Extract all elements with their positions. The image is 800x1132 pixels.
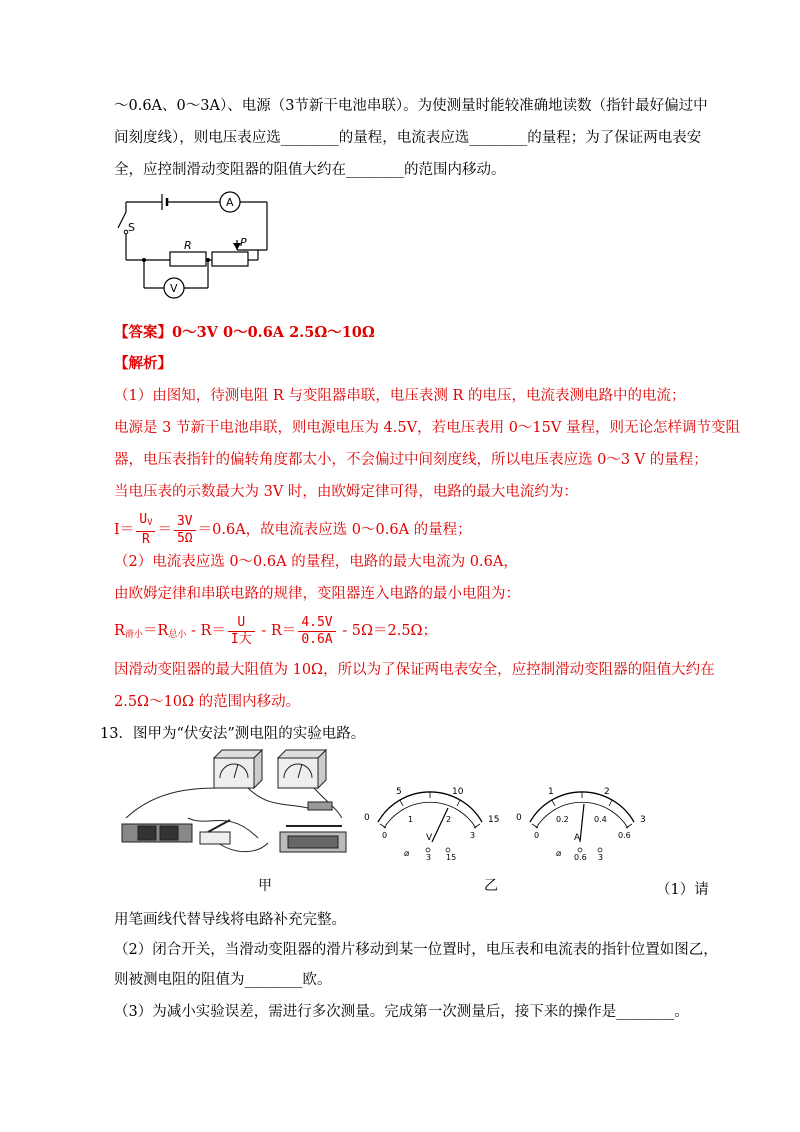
a-outer-2: 2 [604, 787, 610, 797]
analysis-line [114, 354, 172, 374]
analysis-step-1: （1）由图知，待测电阻 R 与变阻器串联，电压表测 R 的电压，电流表测电路中的电流； [114, 388, 686, 404]
ammeter-label: A [226, 196, 234, 209]
a-term-06: 0.6 [574, 853, 587, 862]
analysis-step-8: 2.5Ω～10Ω 的范围内移动。 [114, 694, 301, 710]
figure-yi-label: 乙 [484, 878, 498, 894]
q13-stem [100, 724, 365, 744]
a-outer-3: 3 [640, 815, 646, 825]
q12-line1: ～0.6A、0～3A）、电源（3节新干电池串联）。为使测量时能较准确地读数（指针最好偏过中 [114, 98, 708, 114]
v-term-15: 15 [446, 853, 457, 862]
q13-part3: （3）为减小实验误差，需进行多次测量。完成第一次测量后，接下来的操作是________。 [114, 1004, 689, 1020]
v-neg-terminal-icon: ⌀ [404, 849, 410, 859]
a-inner-04: 0.4 [594, 815, 607, 824]
v-outer-10: 10 [452, 787, 464, 797]
q13-part1-cont: 用笔画线代替导线将电路补充完整。 [114, 912, 346, 928]
q13-part1-tail: （1）请 [656, 882, 709, 898]
q12-circuit-diagram [112, 188, 272, 303]
v-outer-5: 5 [396, 787, 402, 797]
formula-current: I＝ $\frac{U_V}{R}$ ＝ $\frac{3V}{5\Omega}$ ＝0.6A，故电流表应选 0～0.6A 的量程； [114, 512, 472, 547]
a-term-3: 3 [598, 853, 604, 862]
analysis-step-3: 器，电压表指针的偏转角度都太小，不会偏过中间刻度线，所以电压表应选 0～3 V 的量程； [114, 452, 708, 468]
a-neg-terminal-icon: ⌀ [556, 849, 562, 859]
answer-line [114, 323, 375, 343]
v-outer-15: 15 [488, 815, 500, 825]
switch-label: S [128, 221, 135, 234]
analysis-step-5: （2）电流表应选 0～0.6A 的量程，电路的最大电流为 0.6A， [114, 554, 518, 570]
slider-label: P [240, 236, 247, 249]
question-stem: 图甲为“伏安法”测电阻的实验电路。 [132, 726, 366, 742]
resistor-label: R [184, 239, 192, 252]
a-letter: A [574, 833, 581, 843]
q12-line3: 全，应控制滑动变阻器的阻值大约在________的范围内移动。 [114, 162, 506, 178]
voltmeter-label: V [170, 282, 178, 295]
v-letter: V [426, 833, 433, 843]
v-inner-3: 3 [470, 831, 476, 840]
a-outer-1: 1 [548, 787, 554, 797]
fraction-45v-06a: $\frac{4.5V}{0.6A}$ [298, 615, 335, 648]
a-inner-0: 0 [534, 831, 540, 840]
analysis-step-7: 因滑动变阻器的最大阻值为 10Ω，所以为了保证两电表安全，应控制滑动变阻器的阻值大约在 [114, 662, 715, 678]
q12-line2: 间刻度线），则电压表应选________的量程，电流表应选________的量程；为了保证两电表安 [114, 130, 702, 146]
a-inner-02: 0.2 [556, 815, 569, 824]
fraction-u-imax: $\frac{U}{\text{I大}}$ [228, 615, 255, 648]
formula-lhs: I＝ [114, 522, 135, 538]
a-inner-06: 0.6 [618, 831, 631, 840]
analysis-step-4: 当电压表的示数最大为 3V 时，由欧姆定律可得，电路的最大电流约为： [114, 484, 578, 500]
v-inner-0: 0 [382, 831, 388, 840]
v-inner-1: 1 [408, 815, 414, 824]
v-outer-0: 0 [364, 813, 370, 823]
fraction-uv-r: $\frac{U_V}{R}$ [136, 512, 155, 548]
answer-text: 0～3V 0～0.6A 2.5Ω～10Ω [172, 324, 375, 341]
q13-part2b: 则被测电阻的阻值为________欧。 [114, 972, 332, 988]
analysis-tag: 【解析】 [114, 355, 172, 372]
analysis-step-2: 电源是 3 节新干电池串联，则电源电压为 4.5V，若电压表用 0～15V 量程，则无论怎样调节变阻 [114, 420, 740, 436]
answer-tag: 【答案】 [114, 324, 172, 341]
figure-jia-apparatus [118, 748, 358, 863]
figure-yi-meters [360, 780, 650, 875]
fraction-3v-5ohm: $\frac{3V}{5\Omega}$ [174, 514, 196, 547]
analysis-step-6: 由欧姆定律和串联电路的规律，变阻器连入电路的最小电阻为： [114, 586, 520, 602]
figure-jia-label: 甲 [258, 878, 272, 894]
v-term-3: 3 [426, 853, 432, 862]
voltmeter-dial [364, 787, 499, 862]
a-outer-0: 0 [516, 813, 522, 823]
formula-resistance: $R_{滑小}=R_{总小} - R=$ $\frac{U}{\text{I大}}$ - R＝ $\frac{4.5V}{0.6A}$ - 5Ω＝2.5Ω； [114, 614, 438, 647]
v-inner-2: 2 [446, 815, 452, 824]
q13-part2a: （2）闭合开关，当滑动变阻器的滑片移动到某一位置时，电压表和电流表的指针位置如图乙， [114, 942, 718, 958]
ammeter-dial [516, 787, 646, 862]
question-number: 13． [100, 726, 133, 742]
